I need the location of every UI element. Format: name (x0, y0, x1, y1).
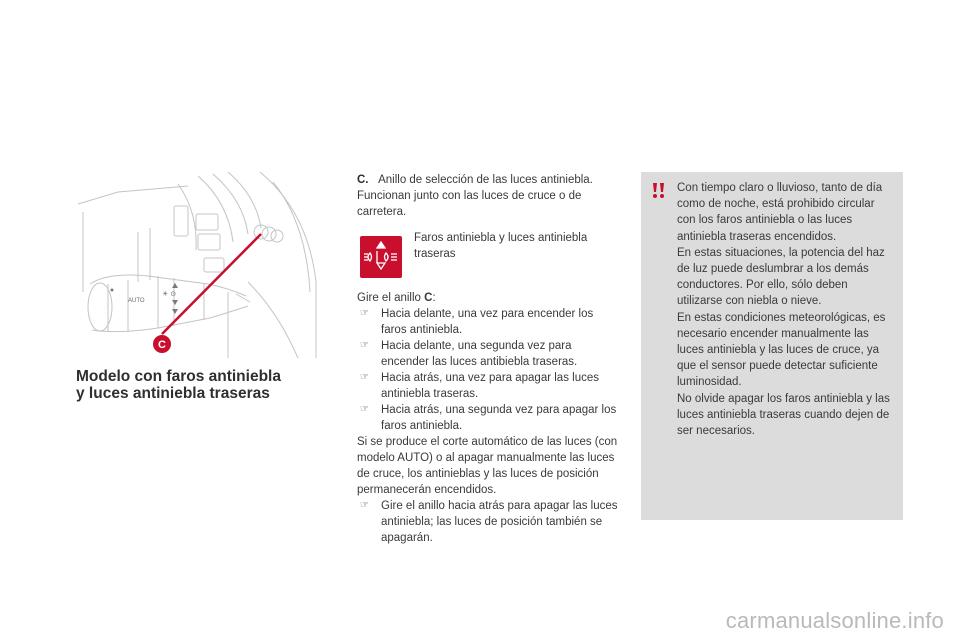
warning-paragraph-4: No olvide apagar los faros antiniebla y las luces antiniebla traseras cuando dejen de ser necesarios. (677, 392, 890, 438)
list-item: ☞ Hacia delante, una segunda vez para encender las luces antibiebla traseras. (360, 340, 578, 368)
pointing-hand-icon: ☞ (360, 404, 369, 415)
fog-lights-icon (360, 236, 402, 278)
warning-exclamation-icon (648, 181, 668, 201)
watermark: carmanualsonline.info (725, 608, 944, 633)
callout-line (162, 234, 261, 334)
ring-description (357, 172, 619, 220)
instructions-column (357, 172, 619, 546)
lighting-stalk-illustration (78, 172, 322, 358)
ring-letter: C. (357, 174, 369, 186)
turn-ring-intro: Gire el anillo C: (357, 292, 436, 304)
ring-instruction-list (357, 306, 619, 434)
svg-text:☀ ⊙: ☀ ⊙ (162, 291, 177, 298)
ring-c-reference: C (424, 292, 433, 304)
warning-paragraph-3: En estas condiciones meteorológicas, es necesario encender manualmente las luces antiniebla y las luces de cruce, ya que el sensor puede detectar suficiente luminosidad. (677, 311, 886, 389)
list-item: ☞ Hacia atrás, una segunda vez para apagar los faros antiniebla. (360, 404, 617, 432)
section-title-line1: Modelo con faros antiniebla (76, 368, 281, 385)
section-title-line2: y luces antiniebla traseras (76, 385, 270, 402)
section-title (76, 368, 326, 402)
list-item: ☞ Gire el anillo hacia atrás para apagar las luces antiniebla; las luces de posición también se apagarán. (360, 500, 618, 544)
fog-indicator-row (357, 230, 619, 290)
callout-c-letter: C (158, 339, 166, 351)
pointing-hand-icon: ☞ (360, 372, 369, 383)
auto-cutoff-list (357, 498, 619, 546)
list-item: ☞ Hacia delante, una vez para encender los faros antiniebla. (360, 308, 594, 336)
warning-paragraph-2: En estas situaciones, la potencia del haz de luz puede deslumbrar a los demás conductores. Por ello, sólo deben utilizarse con niebla o nieve. (677, 246, 885, 308)
fog-indicator-caption: Faros antiniebla y luces antiniebla traseras (414, 232, 588, 260)
auto-label: AUTO (128, 298, 145, 304)
ring-description-text: Anillo de selección de las luces antiniebla. Funcionan junto con las luces de cruce o de carretera. (357, 174, 593, 218)
stalk-drawing (78, 172, 322, 358)
list-item: ☞ Hacia atrás, una vez para apagar las luces antiniebla traseras. (360, 372, 599, 400)
pointing-hand-icon: ☞ (360, 500, 369, 511)
pointing-hand-icon: ☞ (360, 308, 369, 319)
auto-cutoff-text: Si se produce el corte automático de las luces (con modelo AUTO) o al apagar manualmente las luces de cruce, los antinieblas y las luces de posición permanecerán encendidos. (357, 436, 618, 496)
warning-paragraph-1: Con tiempo claro o lluvioso, tanto de día como de noche, está prohibido circular con los faros antiniebla o las luces antiniebla traseras encendidos. (677, 182, 883, 243)
pointing-hand-icon: ☞ (360, 340, 369, 351)
warning-box (641, 172, 903, 520)
